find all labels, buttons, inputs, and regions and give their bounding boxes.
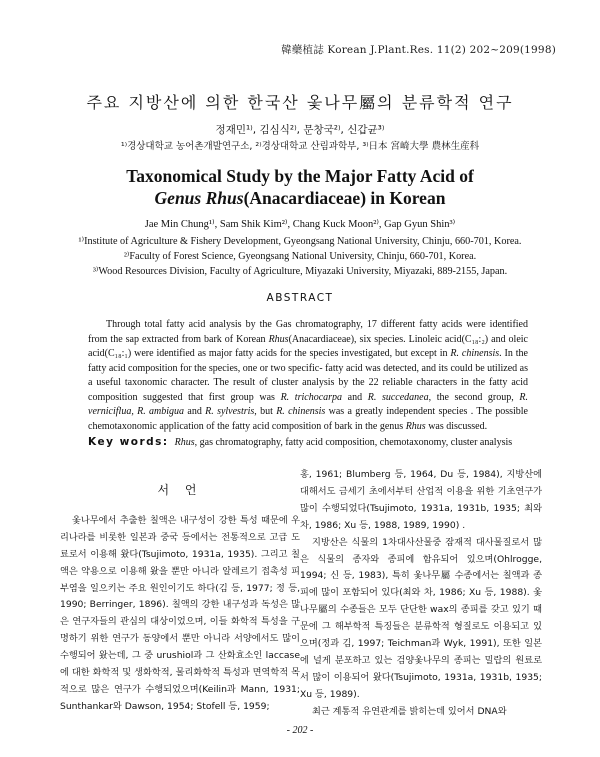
korean-title: 주요 지방산에 의한 한국산 옻나무屬의 분류학적 연구	[86, 93, 514, 112]
affiliation-3: ³⁾Wood Resources Division, Faculty of Agriculture, Miyazaki University, Miyazaki, 889-2155, Japan.	[92, 266, 508, 277]
korean-authors: 정재민¹⁾, 김심식²⁾, 문창국²⁾, 신갑균³⁾	[215, 124, 385, 136]
journal-header: 韓藥植誌 Korean J.Plant.Res. 11(2) 202~209(1998)	[281, 44, 556, 56]
english-affiliations	[0, 234, 600, 279]
intro-paragraph-2: 지방산은 식물의 1차대사산물중 잠재적 대사물질로서 많은 식물의 종자와 종피에 함유되어 있으며(Ohlrogge, 1994; 신 등, 1983), 특히 옻나무屬 수종에서는 칠액과 종피에 많이 포함되어 있다(최와 차, 1986; Xu 등, 1988). 옻나무屬의 수종들은 모두 단단한 wax의 종피를 갖고 있기 때문에 그 해부학적 특징들은 분류학적 형질로도 이용되고 있으며(정과 김, 1997; Teichman과 Wyk, 1991), 또한 일본에 널게 분포하고 있는 검양옻나무의 종피는 밀랍의 원료로서 많이 이용되어 왔다(Tsujimoto, 1931a, 1931b, 1935; Xu 등, 1989).	[300, 536, 542, 700]
introduction-heading: 서 언	[157, 483, 203, 497]
page-number: - 202 -	[286, 725, 314, 736]
intro-paragraph-3: 최근 계통적 유연관계를 밝히는데 있어서 DNA와	[312, 705, 507, 717]
abstract-body	[88, 318, 528, 434]
right-column	[300, 467, 542, 721]
left-column	[60, 470, 300, 716]
abstract-heading: ABSTRACT	[266, 292, 334, 304]
keyword-rhus: Rhus	[174, 437, 195, 448]
affiliation-1: ¹⁾Institute of Agriculture & Fishery Development, Gyeongsang National University, Chinju, 660-701, Korea.	[78, 236, 522, 247]
keywords	[88, 436, 538, 448]
english-title	[0, 165, 600, 209]
abstract-paragraph: Through total fatty acid analysis by the Gas chromatography, 17 different fatty acids were identified from the sap extracted from bark of Korean Rhus(Anacardiaceae), six species. Linoleic acid(C₁₈:₂) and oleic acid(C₁₈:₁) were identified as major fatty acids for the species investigated, but except in R. chinensis. In the fatty acid composition for the species, one or two specific- fatty acid was detected, and its could be utilized as a useful taxonomic character. The result of cluster analysis by the 22 reliable characters in the fatty acid composition suggested that first group was R. trichocarpa and R. succedanea, the second group, R. verniciflua, R. ambigua and R. sylvestris, but R. chinensis was a greatly independent species . The possible chemotaxonomic application of the fatty acid composition of bark in the genus Rhus was discussed.	[88, 319, 528, 432]
intro-paragraph-1: 옻나무에서 추출한 칠액은 내구성이 강한 특성 때문에 우리나라를 비롯한 일본과 중국 등에서는 전통적으로 고급 도료로서 이용해 왔다(Tsujimoto, 1931a, 1935). 그리고 칠액은 약용으로 이용해 왔을 뿐만 아니라 알레르기 접촉성 피부염을 일으키는 주요 원인이기도 하다(김 등, 1977; 정 등, 1990; Berringer, 1896). 칠액의 강한 내구성과 독성은 많은 연구자들의 관심의 대상이었으며, 이들 화학적 특성을 구명하기 위한 연구가 동양에서 뿐만 아니라 서양에서도 많이 수행되어 왔는데, 그 중 urushiol과 그 산화효소인 laccase에 대한 화학적 및 생화학적, 물리화학적 특성과 면역학적 목적으로 많은 연구가 수행되었으며(Keilin과 Mann, 1931; Sunthankar와 Dawson, 1954; Stofell 등, 1959;	[60, 514, 300, 712]
english-title-line-1: Taxonomical Study by the Major Fatty Acid of	[126, 166, 474, 186]
intro-paragraph-1-continued: 홍, 1961; Blumberg 등, 1964, Du 등, 1984), 지방산에 대해서도 금세기 초에서부터 산업적 이용을 위한 기초연구가 많이 수행되었다(Tsujimoto, 1931a, 1931b, 1935; 최와 차, 1986; Xu 등, 1988, 1989, 1990) .	[300, 469, 542, 531]
affiliation-2: ²⁾Faculty of Forest Science, Gyeongsang National University, Chinju, 660-701, Korea.	[123, 251, 477, 262]
genus-italic: Genus Rhus	[154, 188, 244, 208]
korean-affiliations: ¹⁾경상대학교 농어촌개발연구소, ²⁾경상대학교 산림과학부, ³⁾日本 宮崎大學 農林生産科	[120, 141, 480, 152]
keywords-list: , gas chromatography, fatty acid composition, chemotaxonomy, cluster analysis	[194, 437, 513, 448]
keywords-label: Key words:	[88, 436, 169, 448]
english-title-line-2: Genus Rhus(Anacardiaceae) in Korean	[154, 188, 446, 208]
english-authors: Jae Min Chung¹⁾, Sam Shik Kim²⁾, Chang Kuck Moon²⁾, Gap Gyun Shin³⁾	[144, 219, 456, 230]
